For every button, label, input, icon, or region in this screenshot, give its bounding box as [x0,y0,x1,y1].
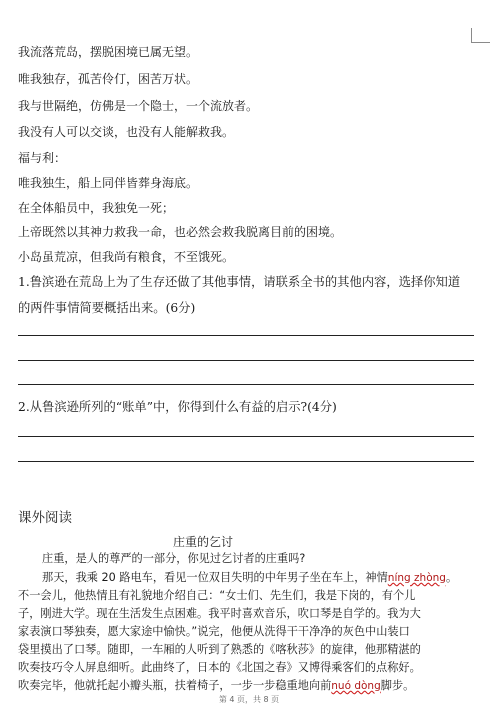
page-corner-mark [471,28,490,43]
answer-line [18,360,474,361]
section-heading: 课外阅读 [18,510,72,526]
article-paragraph-line: 吹奏技巧令人屏息细听。此曲终了，日本的《北国之春》又博得乘客们的点称好。 [18,661,421,674]
article-text: 。 [445,571,458,584]
text-line: 唯我独存，孤苦伶仃，困苦万状。 [18,72,199,86]
answer-line [18,436,474,437]
article-paragraph-line: 不一会儿，他热情且有礼貌地介绍自己：“女士们、先生们，我是下岗的，有个儿 [18,589,416,602]
text-line: 福与利： [18,151,67,165]
pinyin-blank: nuó dòng [331,680,381,692]
text-line: 我没有人可以交谈，也没有人能解救我。 [18,125,235,139]
article-paragraph-line: 袋里摸出了口琴。随即，一车厢的人听到了熟悉的《喀秋莎》的旋律，他那精湛的 [18,643,421,656]
text-line: 小岛虽荒凉，但我尚有粮食，不至饿死。 [18,250,235,264]
question-2: 2.从鲁滨逊所列的“账单”中，你得到什么有益的启示?(4分) [18,400,337,414]
question-1-line-2: 的两件事情简要概括出来。(6分) [18,301,196,315]
article-paragraph-line: 家表演口琴独奏，愿大家途中愉快。”说完，他便从洗得干干净净的灰色中山装口 [18,625,410,638]
article-title: 庄重的乞讨 [173,535,234,549]
article-paragraph-line: 子，刚进大学。现在生活发生点困难。我平时喜欢音乐，吹口琴是自学的。我为大 [18,607,421,620]
question-1-line-1: 1.鲁滨逊在荒岛上为了生存还做了其他事情，请联系全书的其他内容，选择你知道 [18,275,461,289]
article-paragraph-line [18,678,480,694]
answer-line [18,461,474,462]
text-line: 我与世隔绝，仿佛是一个隐士，一个流放者。 [18,99,259,113]
page-footer: 第 4 页，共 8 页 [218,695,280,704]
article-text: 脚步。 [380,679,415,692]
answer-line [18,384,474,385]
article-text: 那天，我乘 20 路电车，看见一位双目失明的中年男子坐在车上，神情 [42,571,388,584]
text-line: 上帝既然以其神力救我一命，也必然会救我脱离目前的困境。 [18,225,343,239]
text-line: 唯我独生，船上同伴皆葬身海底。 [18,176,199,190]
article-paragraph-line [42,570,492,586]
text-line: 在全体船员中，我独免一死； [18,201,175,215]
pinyin-blank: níng zhòng [387,572,446,584]
article-text: 吹奏完毕，他就托起小瓣头瓶，扶着椅子，一步一步稳重地向前 [18,679,332,692]
article-paragraph-line: 庄重，是人的尊严的一部分，你见过乞讨者的庄重吗? [42,552,306,565]
text-line: 我流落荒岛，摆脱困境已属无望。 [18,45,199,59]
answer-line [18,335,474,336]
